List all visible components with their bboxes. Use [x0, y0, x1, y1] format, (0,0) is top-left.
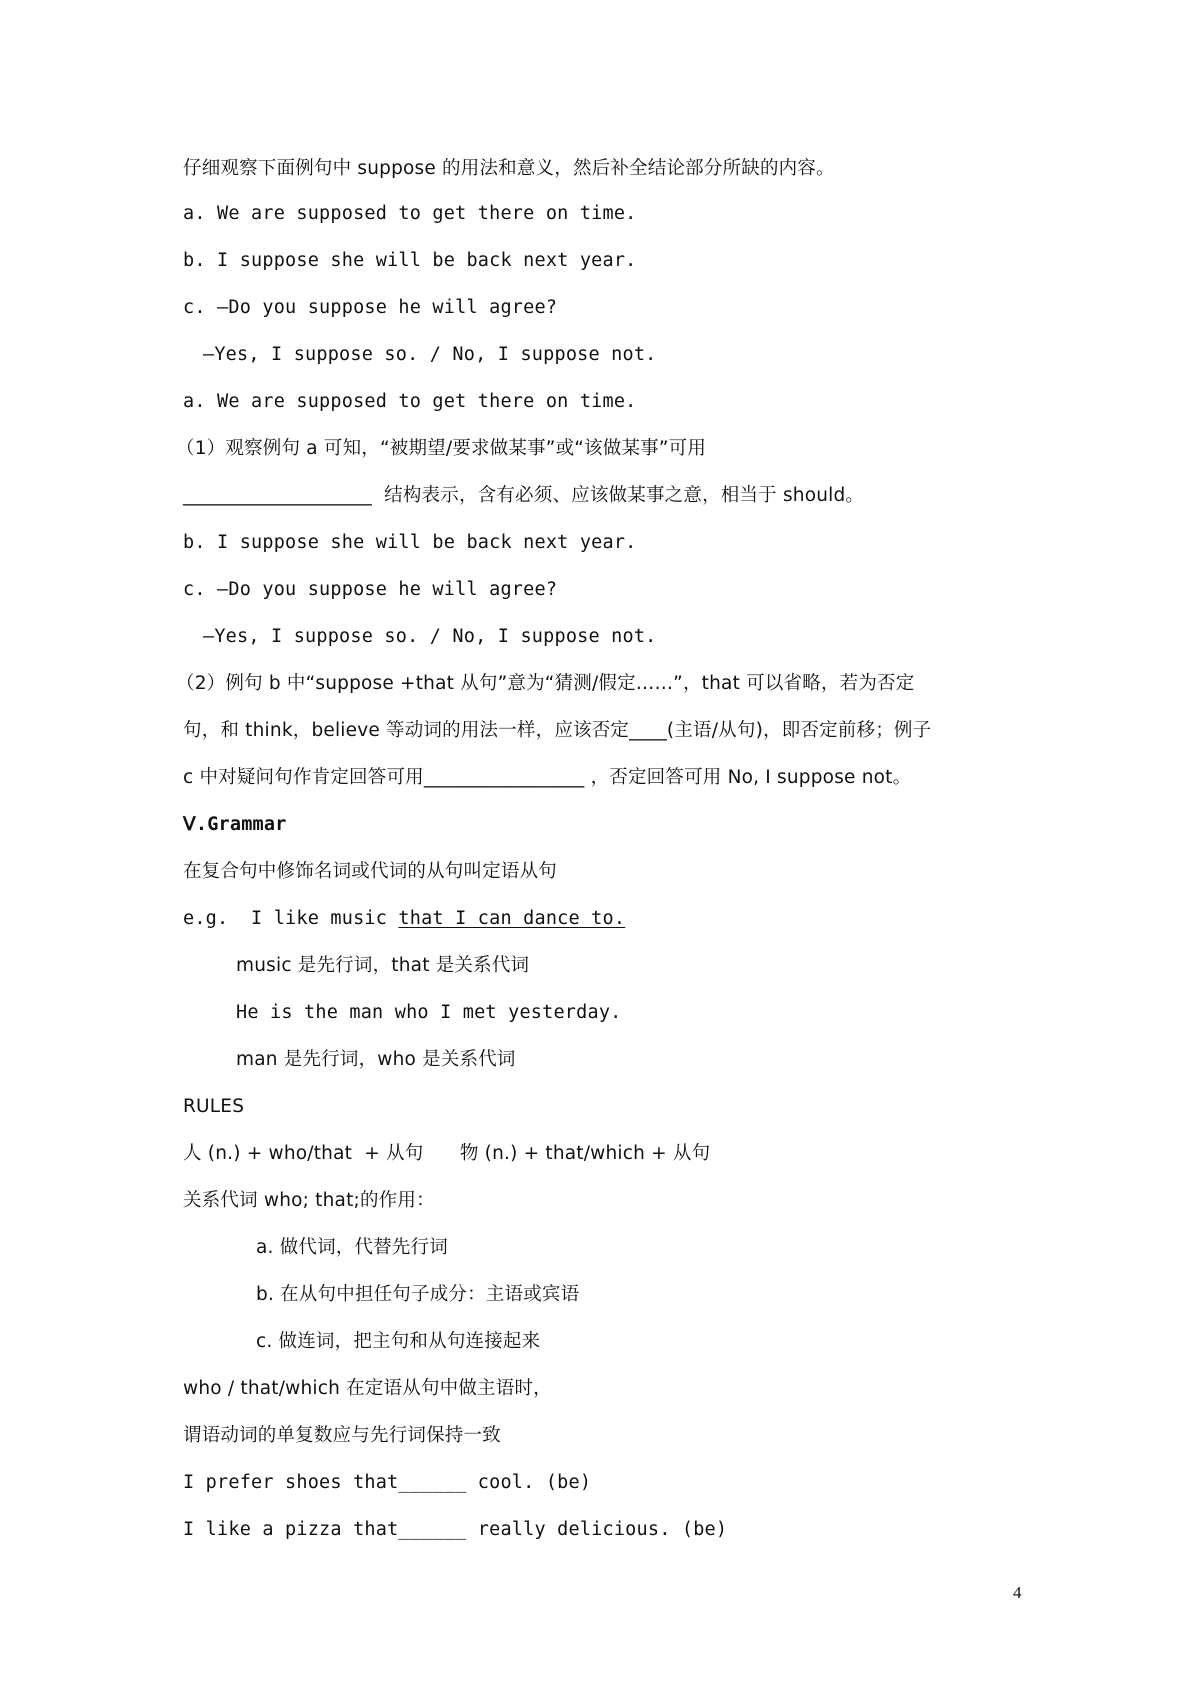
example-c-question: c. —Do you suppose he will agree?	[183, 297, 558, 318]
example-eg-line	[183, 905, 625, 933]
eg-underlined-clause: that I can dance to.	[398, 908, 626, 929]
example-b: b. I suppose she will be back next year.	[183, 250, 637, 271]
example-c-answer: —Yes, I suppose so. / No, I suppose not.	[203, 344, 657, 365]
question-1-line-1: （1）观察例句 a 可知，“被期望/要求做某事”或“该做某事”可用	[176, 438, 707, 459]
exercise-2[interactable]: I like a pizza that______ really delicious. (be)	[183, 1519, 728, 1540]
eg-prefix: e.g. I like music	[183, 908, 399, 929]
question-1-line-2	[183, 482, 864, 510]
rules-formula: 人 (n.) + who/that + 从句 物 (n.) + that/which + 从句	[183, 1143, 711, 1164]
subject-rule-line-2: 谓语动词的单复数应与先行词保持一致	[183, 1425, 501, 1446]
answer-blank-1[interactable]: ____________________	[183, 485, 372, 506]
definition-text: 在复合句中修饰名词或代词的从句叫定语从句	[183, 861, 558, 882]
grammar-section-heading: Ⅴ.Grammar	[183, 814, 287, 835]
question-2-line-3: c 中对疑问句作肯定回答可用_________________ ，否定回答可用 No, I suppose not。	[183, 767, 912, 788]
question-2-line-1: （2）例句 b 中“suppose +that 从句”意为“猜测/假定……”，that 可以省略，若为否定	[176, 673, 915, 694]
relative-pronoun-title: 关系代词 who; that;的作用：	[183, 1190, 435, 1211]
eg-explanation-2: man 是先行词，who 是关系代词	[236, 1049, 516, 1070]
example-b-repeat: b. I suppose she will be back next year.	[183, 532, 637, 553]
question-1-line-2-text: 结构表示，含有必须、应该做某事之意，相当于 should。	[372, 485, 865, 506]
page-number: 4	[1013, 1583, 1022, 1602]
example-c-question-repeat: c. —Do you suppose he will agree?	[183, 579, 558, 600]
example-a-repeat: a. We are supposed to get there on time.	[183, 391, 637, 412]
question-2-line-2: 句，和 think，believe 等动词的用法一样，应该否定____(主语/从句)，即否定前移；例子	[183, 720, 932, 741]
rules-title: RULES	[183, 1096, 245, 1117]
relative-pronoun-item-b: b. 在从句中担任句子成分：主语或宾语	[256, 1284, 580, 1305]
intro-instruction: 仔细观察下面例句中 suppose 的用法和意义，然后补全结论部分所缺的内容。	[183, 158, 835, 179]
eg-explanation-1: music 是先行词，that 是关系代词	[236, 955, 530, 976]
exercise-1[interactable]: I prefer shoes that______ cool. (be)	[183, 1472, 592, 1493]
subject-rule-line-1: who / that/which 在定语从句中做主语时，	[183, 1378, 552, 1399]
relative-pronoun-item-a: a. 做代词，代替先行词	[256, 1237, 448, 1258]
example-c-answer-repeat: —Yes, I suppose so. / No, I suppose not.	[203, 626, 657, 647]
example-a: a. We are supposed to get there on time.	[183, 203, 637, 224]
relative-pronoun-item-c: c. 做连词，把主句和从句连接起来	[256, 1331, 541, 1352]
eg-example-2: He is the man who I met yesterday.	[236, 1002, 622, 1023]
